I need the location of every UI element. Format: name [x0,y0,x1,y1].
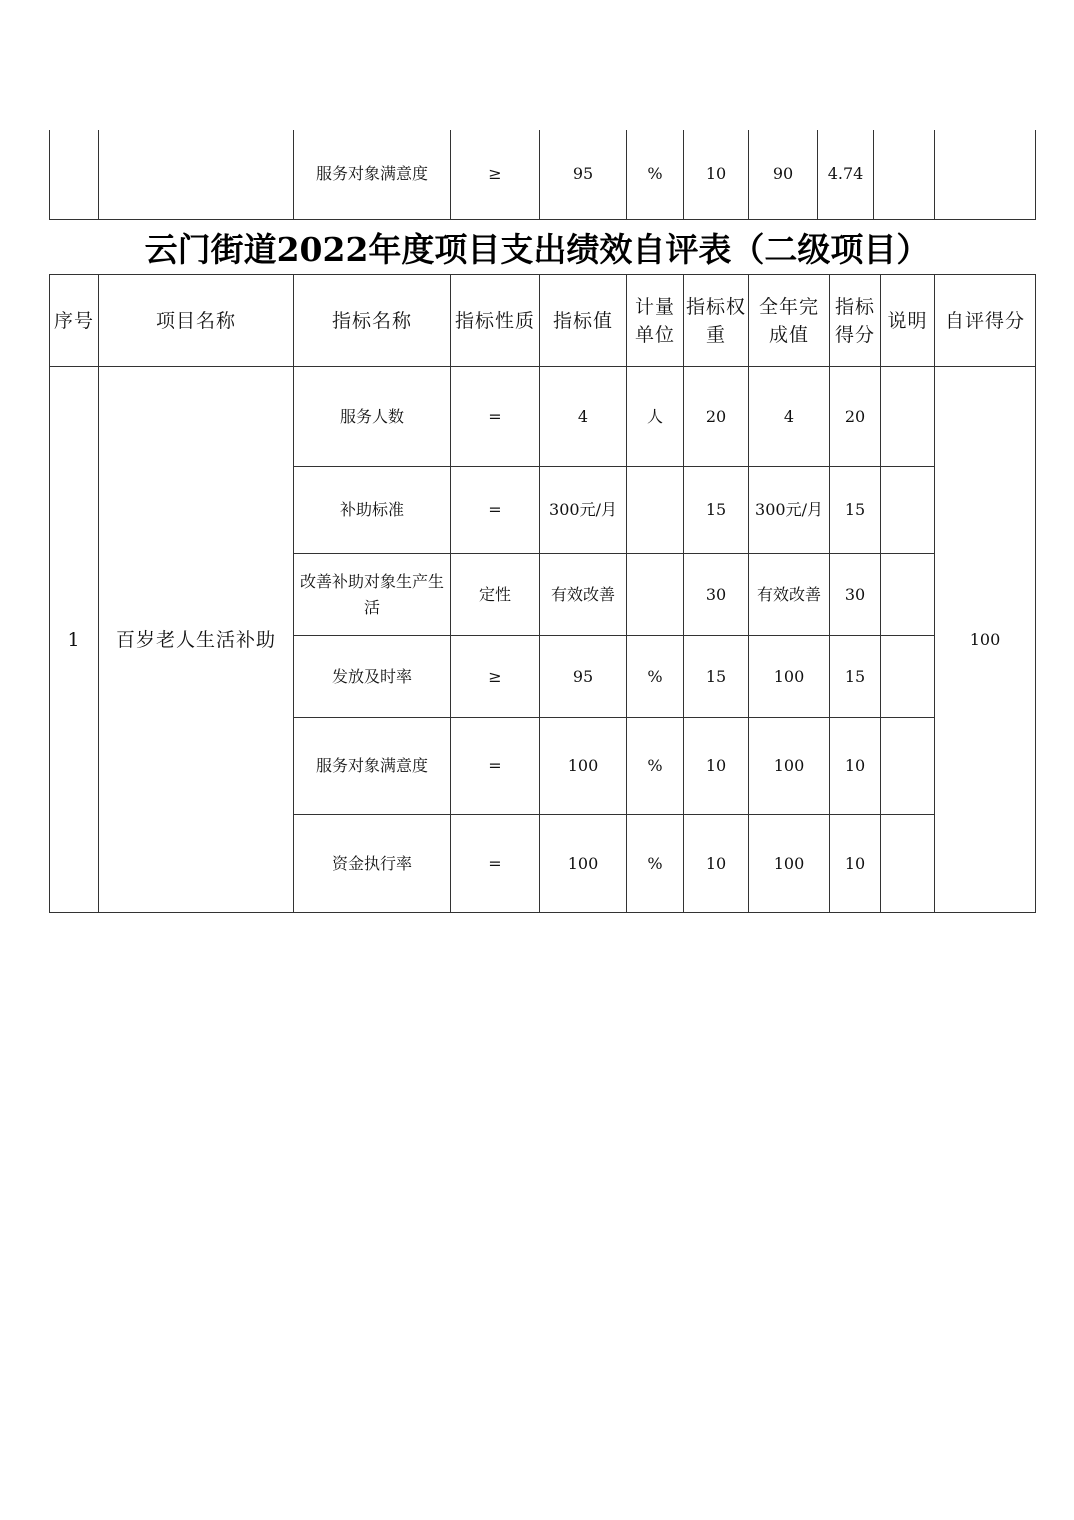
value-cell: 4 [540,367,627,467]
header-indicator-name: 指标名称 [294,275,451,367]
indicator-cell: 服务对象满意度 [294,718,451,815]
header-project-name: 项目名称 [99,275,294,367]
header-unit: 计量单位 [627,275,684,367]
header-self-score: 自评得分 [935,275,1036,367]
note-cell [881,636,935,718]
note-cell [881,554,935,636]
completed-cell: 有效改善 [749,554,830,636]
nature-cell: = [451,718,540,815]
self-score: 100 [935,367,1036,913]
weight-cell: 15 [684,636,749,718]
unit-cell: % [627,130,684,219]
completed-cell: 90 [749,130,818,219]
header-weight: 指标权重 [684,275,749,367]
seq-cell [50,130,99,219]
weight-cell: 30 [684,554,749,636]
note-cell [881,815,935,913]
header-value: 指标值 [540,275,627,367]
score-cell: 10 [830,718,881,815]
self-score-cell [935,130,1036,219]
score-cell: 15 [830,467,881,554]
indicator-cell: 改善补助对象生产生活 [294,554,451,636]
header-nature: 指标性质 [451,275,540,367]
unit-cell: % [627,718,684,815]
unit-cell: 人 [627,367,684,467]
indicator-cell: 资金执行率 [294,815,451,913]
continuation-row [50,130,1036,219]
unit-cell: % [627,636,684,718]
score-cell: 30 [830,554,881,636]
nature-cell: = [451,815,540,913]
note-cell [874,130,935,219]
value-cell: 100 [540,815,627,913]
nature-cell: 定性 [451,554,540,636]
unit-cell [627,554,684,636]
weight-cell: 20 [684,367,749,467]
project-name-cell [99,130,294,219]
header-seq: 序号 [50,275,99,367]
unit-cell [627,467,684,554]
score-cell: 15 [830,636,881,718]
weight-cell: 10 [684,815,749,913]
value-cell: 有效改善 [540,554,627,636]
evaluation-table [49,274,1036,913]
value-cell: 95 [540,636,627,718]
header-completed: 全年完成值 [749,275,830,367]
nature-cell: = [451,367,540,467]
project-seq: 1 [50,367,99,913]
project-name: 百岁老人生活补助 [99,367,294,913]
completed-cell: 100 [749,636,830,718]
header-row [50,275,1036,367]
weight-cell: 10 [684,130,749,219]
completed-cell: 300元/月 [749,467,830,554]
note-cell [881,367,935,467]
weight-cell: 10 [684,718,749,815]
table-row [50,367,1036,467]
completed-cell: 100 [749,815,830,913]
weight-cell: 15 [684,467,749,554]
score-cell: 4.74 [818,130,874,219]
indicator-cell: 补助标准 [294,467,451,554]
score-cell: 20 [830,367,881,467]
nature-cell: ≥ [451,130,540,219]
header-score: 指标得分 [830,275,881,367]
value-cell: 95 [540,130,627,219]
page-title: 云门街道2022年度项目支出绩效自评表（二级项目） [144,230,930,269]
nature-cell: = [451,467,540,554]
completed-cell: 4 [749,367,830,467]
header-note: 说明 [881,275,935,367]
completed-cell: 100 [749,718,830,815]
note-cell [881,718,935,815]
indicator-cell: 发放及时率 [294,636,451,718]
note-cell [881,467,935,554]
value-cell: 100 [540,718,627,815]
score-cell: 10 [830,815,881,913]
continuation-table [49,130,1036,220]
value-cell: 300元/月 [540,467,627,554]
unit-cell: % [627,815,684,913]
indicator-cell: 服务对象满意度 [294,130,451,219]
nature-cell: ≥ [451,636,540,718]
indicator-cell: 服务人数 [294,367,451,467]
